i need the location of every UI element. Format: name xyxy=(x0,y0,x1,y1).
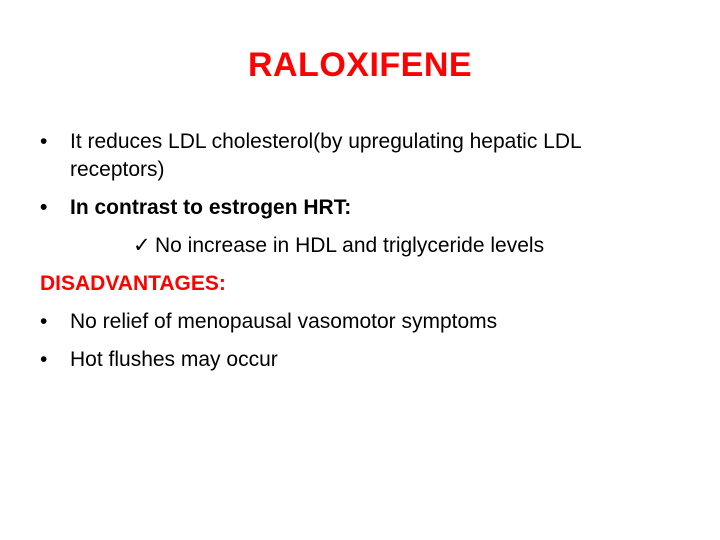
bullet-item-ldl xyxy=(40,128,680,184)
bullet-text: It reduces LDL cholesterol(by upregulating hepatic LDL receptors) xyxy=(70,130,581,181)
bullet-item-flushes xyxy=(40,346,680,374)
bullet-text: No relief of menopausal vasomotor symptoms xyxy=(70,310,498,333)
bullet-item-estrogen xyxy=(40,194,680,222)
slide-content xyxy=(40,128,680,384)
check-text: No increase in HDL and triglyceride levels xyxy=(155,234,545,257)
bullet-icon: • xyxy=(40,130,48,153)
check-item-hdl xyxy=(40,232,680,260)
bullet-icon: • xyxy=(40,196,48,219)
bullet-text: Hot flushes may occur xyxy=(70,348,278,371)
checkmark-icon: ✓ xyxy=(133,234,151,257)
section-heading-disadvantages: DISADVANTAGES: xyxy=(40,272,226,295)
slide-title: RALOXIFENE xyxy=(247,46,473,84)
bullet-item-vasomotor xyxy=(40,308,680,336)
bullet-text: In contrast to estrogen HRT: xyxy=(70,196,352,219)
bullet-icon: • xyxy=(40,348,48,371)
bullet-icon: • xyxy=(40,310,48,333)
